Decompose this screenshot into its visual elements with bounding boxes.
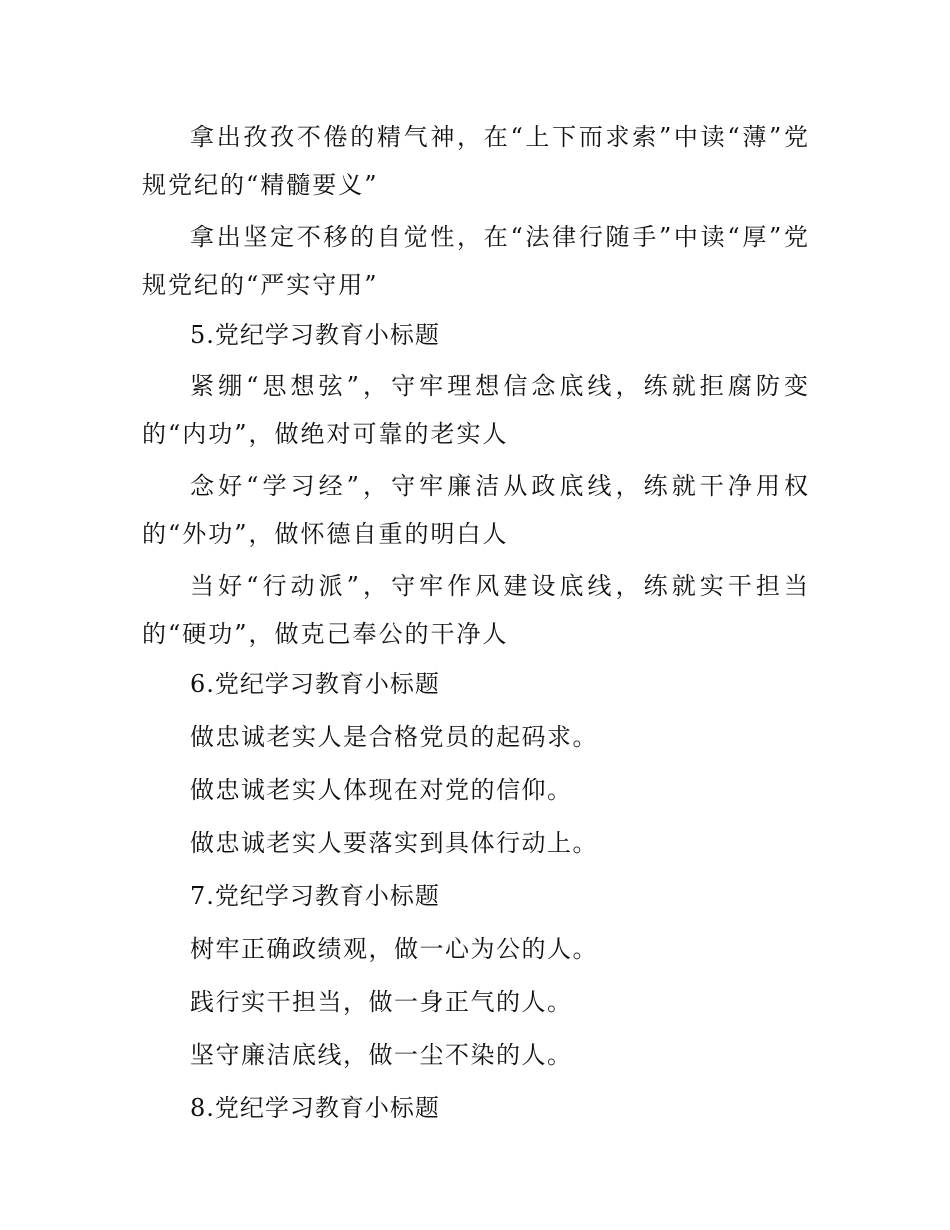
list-item: 坚守廉洁底线，做一尘不染的人。 xyxy=(190,1041,573,1069)
document-body xyxy=(142,113,810,1135)
list-item: 做忠诚老实人是合格党员的起码求。 xyxy=(190,723,598,751)
list-item: 做忠诚老实人要落实到具体行动上。 xyxy=(190,829,598,857)
paragraph-5: 当好“行动派”，守牢作风建设底线，练就实干担当的“硬功”，做克己奉公的干净人 xyxy=(142,572,810,648)
paragraph-1: 拿出孜孜不倦的精气神，在“上下而求索”中读“薄”党规党纪的“精髓要义” xyxy=(142,123,810,199)
paragraph-4: 念好“学习经”，守牢廉洁从政底线，练就干净用权的“外功”，做怀德自重的明白人 xyxy=(142,472,810,548)
section-heading-7: 7.党纪学习教育小标题 xyxy=(190,882,440,910)
list-item: 做忠诚老实人体现在对党的信仰。 xyxy=(190,776,573,804)
section-heading-5: 5.党纪学习教育小标题 xyxy=(190,321,440,349)
list-item: 践行实干担当，做一身正气的人。 xyxy=(190,988,573,1016)
paragraph-3: 紧绷“思想弦”，守牢理想信念底线，练就拒腐防变的“内功”，做绝对可靠的老实人 xyxy=(142,372,810,448)
list-item: 树牢正确政绩观，做一心为公的人。 xyxy=(190,935,598,963)
section-heading-8: 8.党纪学习教育小标题 xyxy=(190,1094,440,1122)
paragraph-2: 拿出坚定不移的自觉性，在“法律行随手”中读“厚”党规党纪的“严实守用” xyxy=(142,223,810,299)
section-heading-6: 6.党纪学习教育小标题 xyxy=(190,670,440,698)
